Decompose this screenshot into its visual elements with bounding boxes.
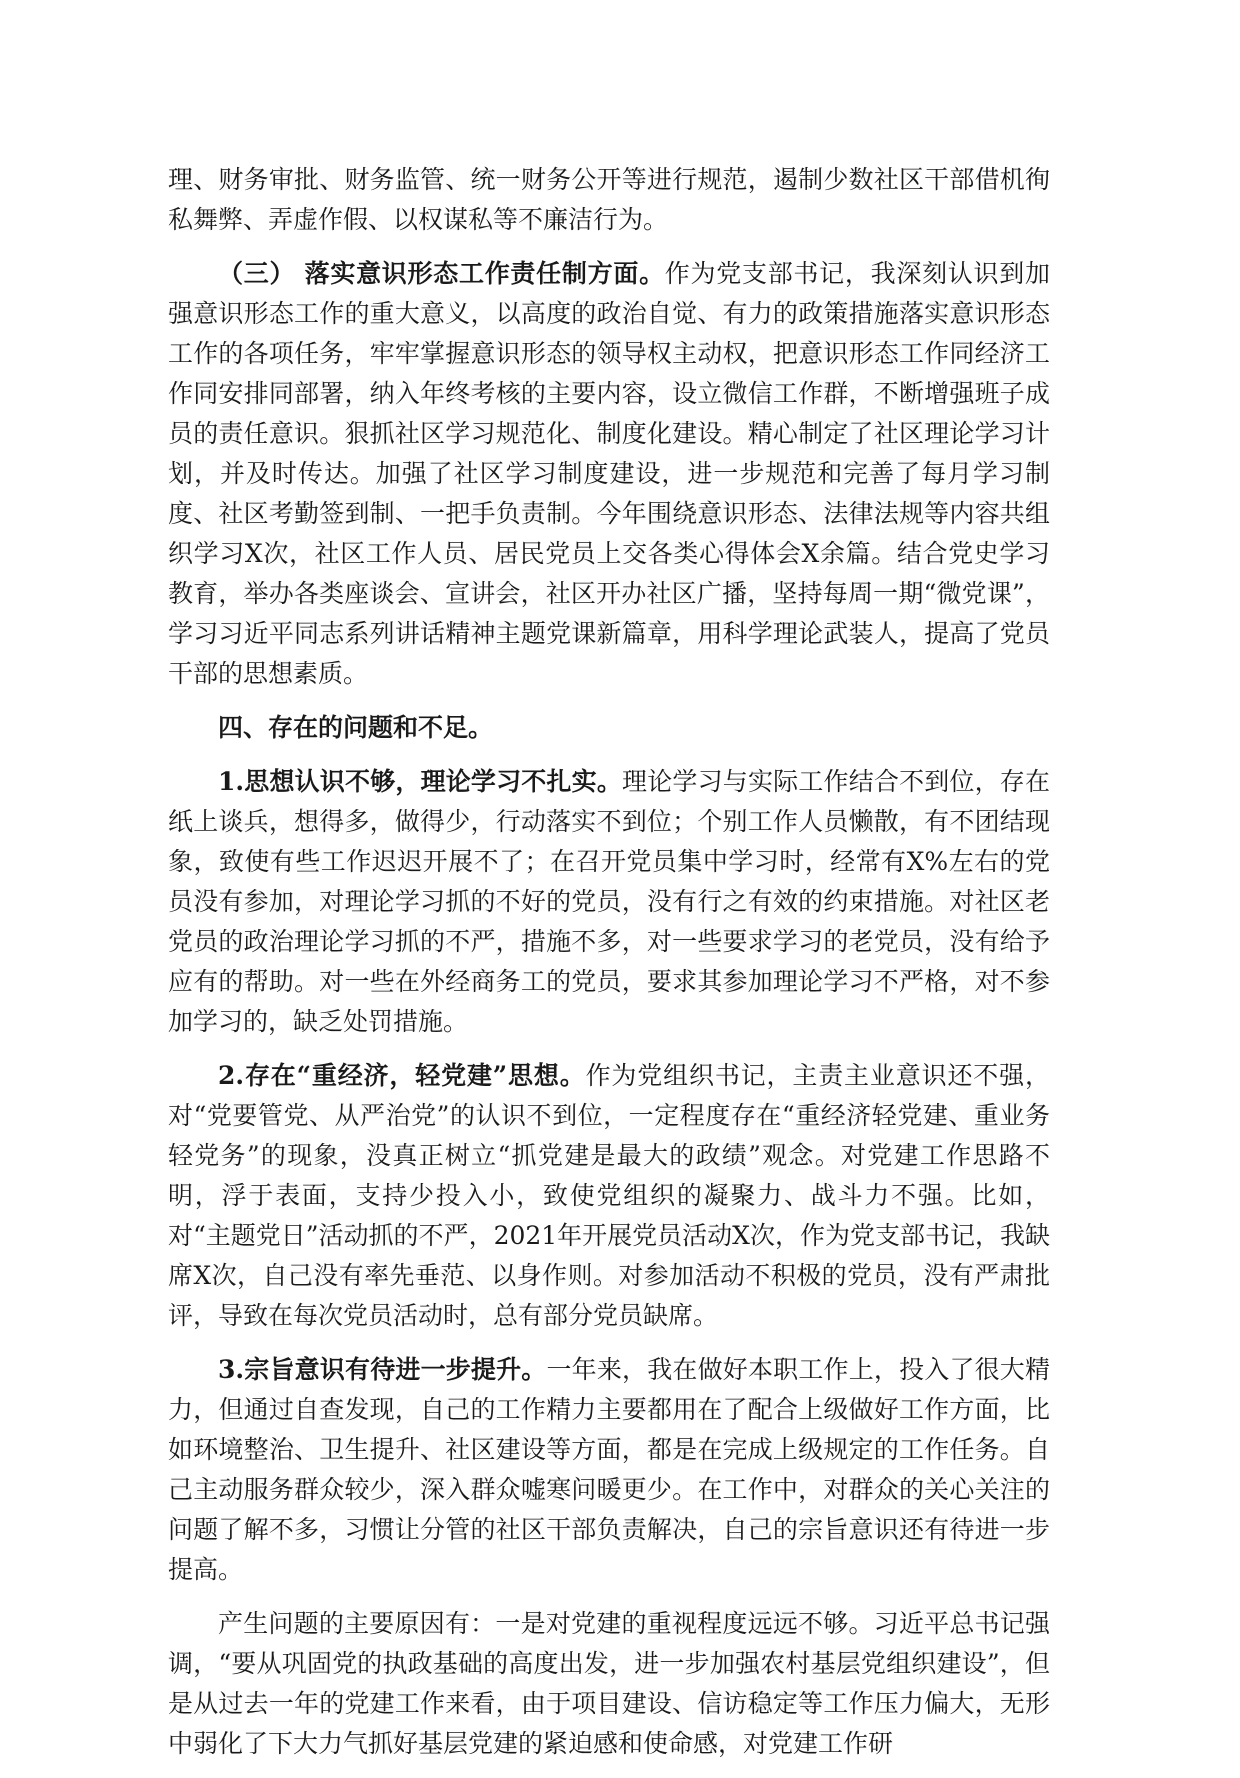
- paragraph-text: 作为党组织书记，主责主业意识还不强，对“党要管党、从严治党”的认识不到位，一定程度存在“重经济轻党建、重业务轻党务”的现象，没真正树立“抓党建是最大的政绩”观念。对党建工作思路不明，浮于表面，支持少投入小，致使党组织的凝聚力、战斗力不强。比如，对“主题党日”活动抓的不严，2021年开展党员活动X次，作为党支部书记，我缺席X次，自己没有率先垂范、以身作则。对参加活动不积极的党员，没有严肃批评，导致在每次党员活动时，总有部分党员缺席。: [168, 1061, 1050, 1330]
- paragraph-causes: [168, 1604, 1050, 1764]
- paragraph-ideology-responsibility: [168, 254, 1050, 694]
- paragraph-lead: 3.宗旨意识有待进一步提升。: [218, 1355, 547, 1384]
- paragraph-text: 产生问题的主要原因有：一是对党建的重视程度远远不够。习近平总书记强调，“要从巩固党的执政基础的高度出发，进一步加强农村基层党组织建设”，但是从过去一年的党建工作来看，由于项目建设、信访稳定等工作压力偏大，无形中弱化了下大力气抓好基层党建的紧迫感和使命感，对党建工作研: [168, 1609, 1050, 1758]
- paragraph-text: 一年来，我在做好本职工作上，投入了很大精力，但通过自查发现，自己的工作精力主要都用在了配合上级做好工作方面，比如环境整治、卫生提升、社区建设等方面，都是在完成上级规定的工作任务。自己主动服务群众较少，深入群众嘘寒问暖更少。在工作中，对群众的关心关注的问题了解不多，习惯让分管的社区干部负责解决，自己的宗旨意识还有待进一步提高。: [168, 1355, 1050, 1584]
- paragraph-lead: （三） 落实意识形态工作责任制方面。: [218, 259, 665, 288]
- section-heading-problems: 四、存在的问题和不足。: [218, 713, 494, 742]
- paragraph-text: 作为党支部书记，我深刻认识到加强意识形态工作的重大意义，以高度的政治自觉、有力的政策措施落实意识形态工作的各项任务，牢牢掌握意识形态的领导权主动权，把意识形态工作同经济工作同安排同部署，纳入年终考核的主要内容，设立微信工作群，不断增强班子成员的责任意识。狠抓社区学习规范化、制度化建设。精心制定了社区理论学习计划，并及时传达。加强了社区学习制度建设，进一步规范和完善了每月学习制度、社区考勤签到制、一把手负责制。今年围绕意识形态、法律法规等内容共组织学习X次，社区工作人员、居民党员上交各类心得体会X余篇。结合党史学习教育，举办各类座谈会、宣讲会，社区开办社区广播，坚持每周一期“微党课”，学习习近平同志系列讲话精神主题党课新篇章，用科学理论武装人，提高了党员干部的思想素质。: [168, 259, 1050, 688]
- paragraph-text: 理论学习与实际工作结合不到位，存在纸上谈兵，想得多，做得少，行动落实不到位；个别工作人员懒散，有不团结现象，致使有些工作迟迟开展不了；在召开党员集中学习时，经常有X%左右的党员没有参加，对理论学习抓的不好的党员，没有行之有效的约束措施。对社区老党员的政治理论学习抓的不严，措施不多，对一些要求学习的老党员，没有给予应有的帮助。对一些在外经商务工的党员，要求其参加理论学习不严格，对不参加学习的，缺乏处罚措施。: [168, 767, 1050, 1036]
- paragraph-problem-2: [168, 1056, 1050, 1336]
- paragraph-problem-1: [168, 762, 1050, 1042]
- paragraph-text: 理、财务审批、财务监管、统一财务公开等进行规范，遏制少数社区干部借机徇私舞弊、弄虚作假、以权谋私等不廉洁行为。: [168, 165, 1050, 234]
- paragraph-lead: 1.思想认识不够，理论学习不扎实。: [218, 767, 623, 796]
- document-page: [168, 160, 1050, 1778]
- paragraph-lead: 2.存在“重经济，轻党建”思想。: [218, 1061, 586, 1090]
- paragraph-problem-3: [168, 1350, 1050, 1590]
- paragraph-continuation: [168, 160, 1050, 240]
